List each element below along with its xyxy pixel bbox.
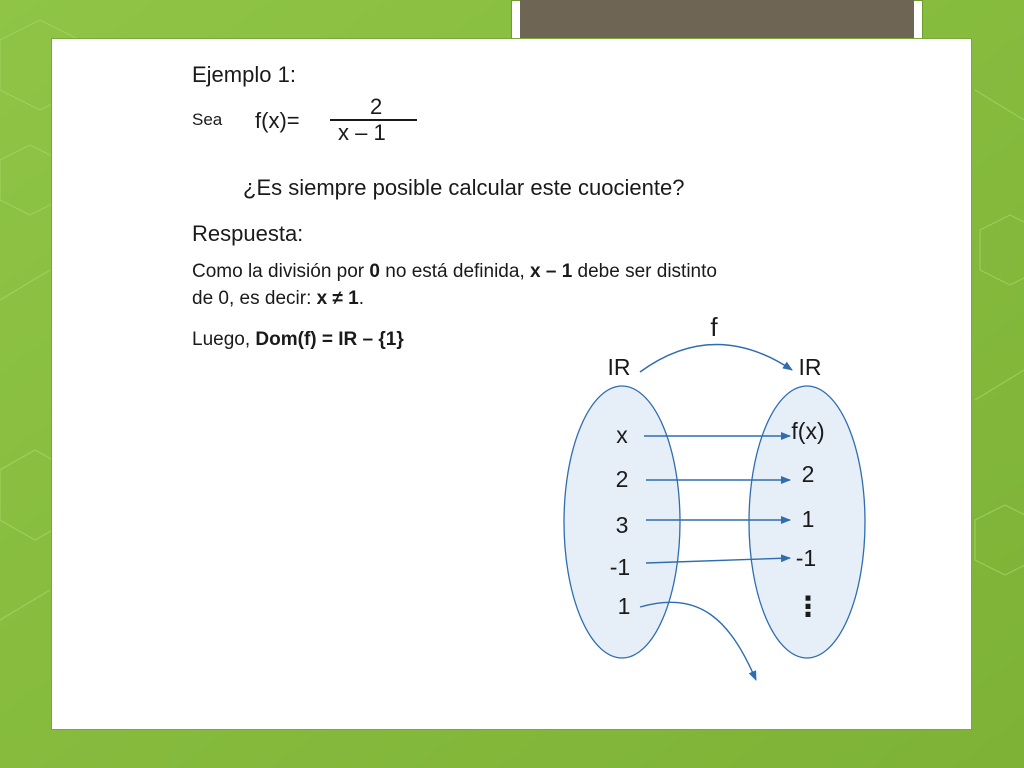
- codomain-item-2: 2: [801, 461, 815, 487]
- function-curve-arrow: [640, 344, 792, 372]
- domain-item-3: 3: [615, 512, 629, 538]
- explanation-line-2: de 0, es decir: x ≠ 1.: [192, 288, 365, 309]
- question-text: ¿Es siempre posible calcular este cuociente?: [243, 175, 685, 200]
- domain-item-2: 2: [615, 466, 629, 492]
- domain-item-x: x: [616, 422, 628, 448]
- function-lhs: f(x)=: [255, 108, 300, 133]
- fraction-numerator: 2: [370, 94, 383, 119]
- domain-set-label: IR: [607, 354, 631, 380]
- codomain-item-neg1: -1: [795, 545, 817, 571]
- domain-conclusion: Luego, Dom(f) = IR – {1}: [192, 329, 404, 350]
- codomain-item-ellipsis: ⋮: [794, 591, 822, 622]
- function-label: f: [710, 312, 718, 342]
- codomain-item-1: 1: [801, 506, 815, 532]
- codomain-item-fx: f(x): [791, 418, 825, 444]
- answer-heading: Respuesta:: [192, 221, 304, 246]
- sea-label: Sea: [192, 110, 223, 129]
- example-title: Ejemplo 1:: [192, 62, 296, 87]
- codomain-set-label: IR: [798, 354, 822, 380]
- domain-item-1: 1: [617, 593, 631, 619]
- domain-item-neg1: -1: [609, 554, 631, 580]
- explanation-line-1: Como la división por 0 no está definida, x – 1 debe ser distinto: [192, 261, 717, 282]
- fraction-denominator: x – 1: [338, 120, 386, 145]
